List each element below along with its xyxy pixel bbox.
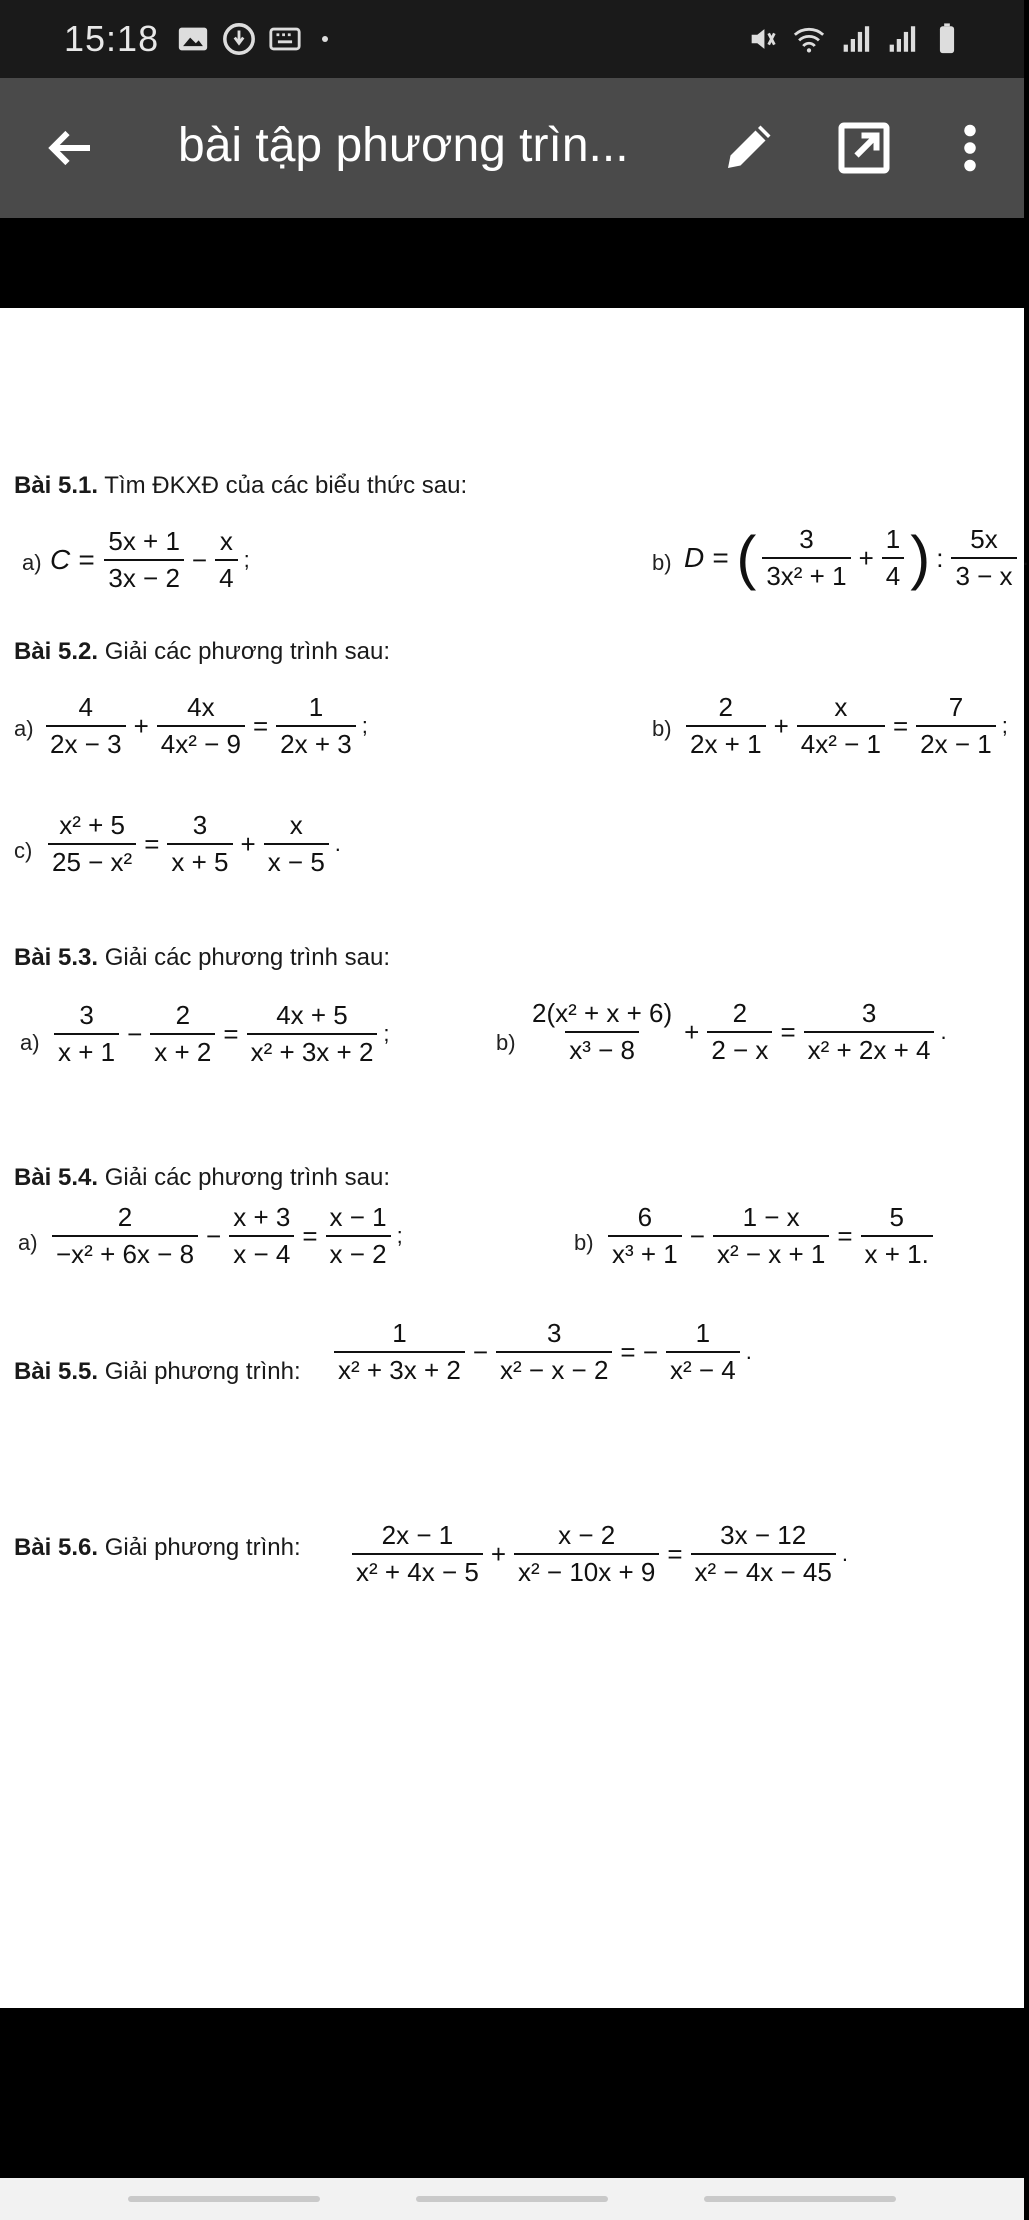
formula-5-1-b: D = ( $\frac{3}{\text{3x² + 1}}$ + $\frac{1}{4}$ ) : $\frac{5x}{3 - x}$ . <box>684 524 1029 591</box>
document-title: bài tập phương trìn... <box>178 119 629 172</box>
open-external-icon[interactable] <box>834 118 894 178</box>
recent-apps-button[interactable] <box>128 2196 320 2202</box>
label-a: a) <box>14 716 34 741</box>
status-icons-left <box>176 22 328 56</box>
formula-5-3-a: $\frac{3}{x + 1}$ − $\frac{2}{x + 2}$ = $\frac{4x + 5}{\text{x² + 3x + 2}}$ ; <box>50 1000 390 1068</box>
home-button[interactable] <box>416 2196 608 2202</box>
formula-5-4-b: $\frac{6}{\text{x³ + 1}}$ − $\frac{1 - x}{\text{x² − x + 1}}$ = $\frac{5}{x + 1.}$ <box>604 1202 937 1270</box>
keyboard-icon <box>268 22 302 56</box>
more-vert-icon[interactable] <box>950 118 990 178</box>
mute-icon <box>746 22 780 56</box>
wifi-icon <box>792 22 826 56</box>
formula-5-5: $\frac{1}{\text{x² + 3x + 2}}$ − $\frac{3}{\text{x² − x − 2}}$ = − $\frac{1}{\text{x² − 4}}$ . <box>330 1318 752 1386</box>
formula-5-6: $\frac{2x - 1}{\text{x² + 4x − 5}}$ + $\frac{x - 2}{\text{x² − 10x + 9}}$ = $\frac{3x - 12}{\text{x² − 4x − 45}}$ . <box>348 1520 848 1588</box>
navigation-bar <box>0 2178 1024 2220</box>
label-b: b) <box>652 550 672 575</box>
formula-5-2-c: $\frac{\text{x² + 5}}{\text{25 − x²}}$ = $\frac{3}{x + 5}$ + $\frac{x}{x - 5}$ . <box>44 810 341 878</box>
document-page <box>0 308 1029 2008</box>
exercise-5-4-heading: Bài 5.4. Giải các phương trình sau: <box>14 1164 390 1191</box>
exercise-5-6-heading: Bài 5.6. Giải phương trình: <box>14 1534 301 1561</box>
pencil-icon[interactable] <box>718 118 778 178</box>
shield-icon <box>222 22 256 56</box>
image-icon <box>176 22 210 56</box>
formula-5-2-b: $\frac{2}{2x + 1}$ + $\frac{x}{\text{4x² − 1}}$ = $\frac{7}{2x - 1}$ ; <box>682 692 1008 760</box>
formula-5-3-b: $\frac{\text{2(x² + x + 6)}}{\text{x³ − 8}}$ + $\frac{2}{2 - x}$ = $\frac{3}{\text{x² + 2x + 4}}$ . <box>532 998 947 1065</box>
signal-icon <box>884 22 918 56</box>
label-a: a) <box>18 1230 38 1255</box>
dot-icon <box>322 36 328 42</box>
battery-icon <box>930 22 964 56</box>
status-bar <box>0 0 1024 78</box>
back-arrow-icon[interactable] <box>40 118 100 178</box>
exercise-5-1-heading: Bài 5.1. Tìm ĐKXĐ của các biểu thức sau: <box>14 472 468 499</box>
exercise-5-3-heading: Bài 5.3. Giải các phương trình sau: <box>14 944 390 971</box>
formula-5-2-a: $\frac{4}{2x - 3}$ + $\frac{4x}{\text{4x² − 9}}$ = $\frac{1}{2x + 3}$ ; <box>42 692 368 760</box>
app-bar <box>0 78 1024 218</box>
back-button[interactable] <box>704 2196 896 2202</box>
label-c: c) <box>14 838 33 863</box>
formula-5-4-a: $\frac{2}{\text{−x² + 6x − 8}}$ − $\frac{x + 3}{x - 4}$ = $\frac{x - 1}{x - 2}$ ; <box>48 1202 403 1270</box>
formula-5-1-a: C = $\frac{5x + 1}{3x - 2}$ − $\frac{x}{4}$ ; <box>50 526 250 593</box>
signal-icon <box>838 22 872 56</box>
label-a: a) <box>22 550 42 575</box>
label-b: b) <box>574 1230 594 1255</box>
status-time: 15:18 <box>64 18 160 59</box>
label-b: b) <box>652 716 672 741</box>
status-icons-right <box>746 22 964 56</box>
label-a: a) <box>20 1030 40 1055</box>
exercise-5-2-heading: Bài 5.2. Giải các phương trình sau: <box>14 638 390 665</box>
label-b: b) <box>496 1030 516 1055</box>
exercise-5-5-heading: Bài 5.5. Giải phương trình: <box>14 1358 301 1385</box>
